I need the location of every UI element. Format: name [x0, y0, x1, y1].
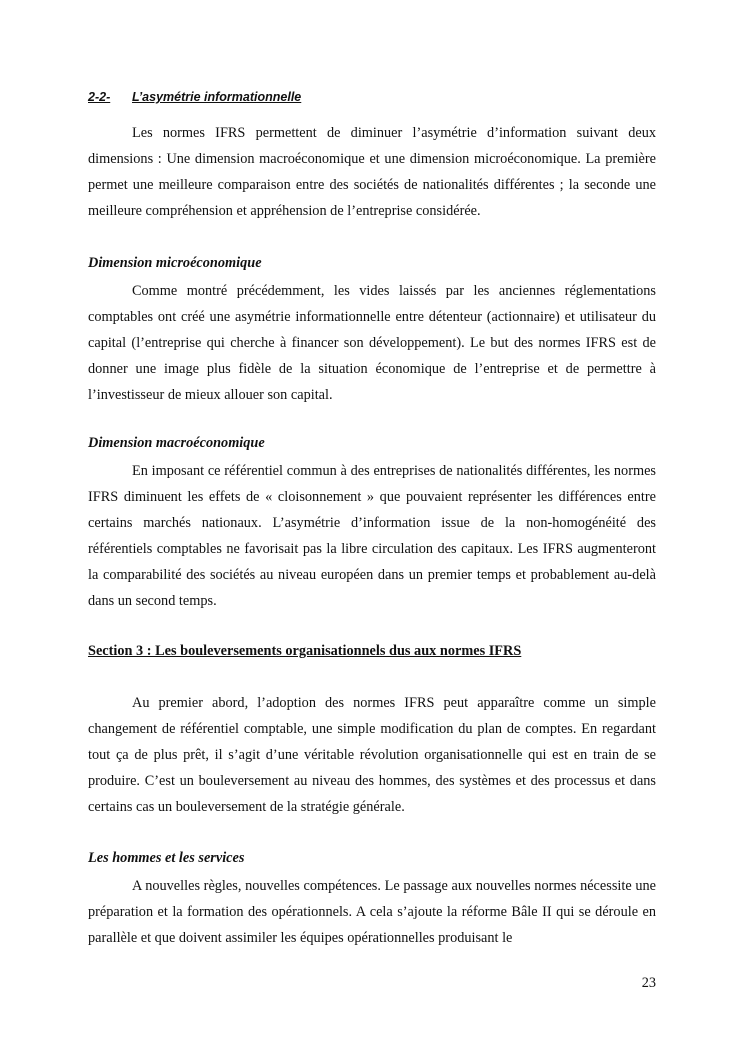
page-number: 23	[641, 975, 656, 991]
hommes-paragraph: A nouvelles règles, nouvelles compétences. Le passage aux nouvelles normes nécessite une préparation et la formation des opérationnels. A cela s’ajoute la réforme Bâle II qui se déroule en parallèle et que doivent assimiler les équipes opérationnelles produisant le	[88, 878, 656, 946]
macro-heading: Dimension macroéconomique	[88, 435, 265, 451]
subsection-heading	[88, 90, 301, 104]
section3-heading: Section 3 : Les bouleversements organisationnels dus aux normes IFRS	[88, 643, 522, 659]
micro-heading: Dimension microéconomique	[88, 255, 262, 271]
intro-paragraph: Les normes IFRS permettent de diminuer l’asymétrie d’information suivant deux dimensions : Une dimension macroéconomique et une dimension microéconomique. La première permet une meilleure comparaison entre des sociétés de nationalités différentes ; la seconde une meilleure compréhension et appréhension de l’entreprise considérée.	[88, 125, 656, 219]
subsection-title: L’asymétrie informationnelle	[132, 90, 302, 104]
macro-paragraph: En imposant ce référentiel commun à des entreprises de nationalités différentes, les normes IFRS diminuent les effets de « cloisonnement » que pouvaient représenter les différences entre certains marchés nationaux. L’asymétrie d’information issue de la non-homogénéité des référentiels comptables ne favorisait pas la libre circulation des capitaux. Les IFRS augmenteront la comparabilité des sociétés au niveau européen dans un premier temps et probablement au-delà dans un second temps.	[88, 463, 656, 609]
section3-paragraph: Au premier abord, l’adoption des normes IFRS peut apparaître comme un simple changement de référentiel comptable, une simple modification du plan de comptes. En regardant tout ça de plus prêt, il s’agit d’une véritable révolution organisationnelle qui est en train de se produire. C’est un bouleversement au niveau des hommes, des systèmes et des processus et dans certains cas un bouleversement de la stratégie générale.	[88, 695, 656, 815]
micro-paragraph: Comme montré précédemment, les vides laissés par les anciennes réglementations comptables ont créé une asymétrie informationnelle entre détenteur (actionnaire) et utilisateur du capital (l’entreprise qui cherche à financer son développement). Le but des normes IFRS est de donner une image plus fidèle de la situation économique de l’entreprise et de permettre à l’investisseur de mieux allouer son capital.	[88, 283, 656, 403]
hommes-heading: Les hommes et les services	[88, 850, 245, 866]
subsection-number: 2-2-	[88, 90, 111, 104]
